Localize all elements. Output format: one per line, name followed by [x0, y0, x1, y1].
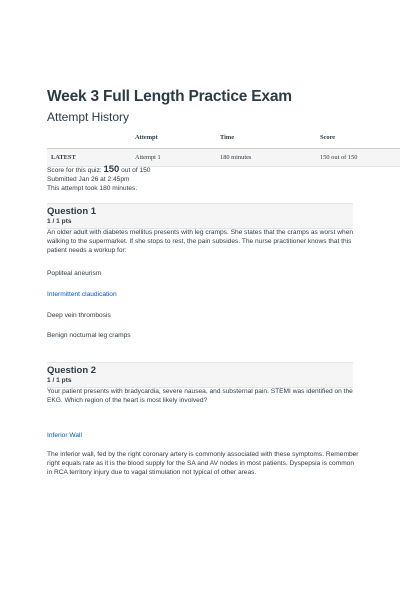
attempt-score: 150 out of 150	[320, 154, 358, 161]
question-1-points: 1 / 1 pts	[47, 218, 72, 225]
attempt-history-heading: Attempt History	[47, 110, 130, 124]
attempt-link[interactable]: Attempt 1	[135, 154, 161, 161]
table-header-attempt: Attempt	[135, 134, 158, 141]
score-line	[47, 166, 150, 176]
quiz-summary	[47, 166, 150, 193]
table-header-row	[47, 128, 400, 149]
question-2-answer-1[interactable]: Inferior Wall	[47, 432, 82, 439]
attempt-history-table	[47, 128, 400, 167]
submitted-line: Submitted Jan 26 at 2:45pm	[47, 175, 130, 183]
duration-line: This attempt took 180 minutes.	[47, 184, 138, 192]
score-suffix: out of 150	[119, 167, 151, 174]
question-2-text: Your patient presents with bradycardia, severe nausea, and substernal pain. STEMI was identified on the EKG. Which region of the heart is most likely involved?	[47, 388, 353, 404]
attempt-time: 180 minutes	[220, 154, 252, 161]
score-prefix: Score for this quiz:	[47, 167, 104, 174]
latest-label: LATEST	[51, 154, 76, 161]
question-2-title: Question 2	[47, 365, 97, 376]
question-2-explanation: The inferior wall, fed by the right coronary artery is commonly associated with these symptoms. Remember right equals rate as it is the blood supply for the SA and AV nodes in most patients. Dyspepsia is common in RCA territory injury due to vagal stimulation not typical of other areas.	[47, 451, 359, 476]
table-header-score: Score	[320, 134, 336, 141]
question-1-header	[47, 203, 353, 229]
score-value: 150	[103, 164, 120, 175]
exam-title: Week 3 Full Length Practice Exam	[47, 88, 292, 105]
question-1-answer-1[interactable]: Popliteal aneurism	[47, 270, 102, 277]
question-1-answer-3[interactable]: Deep vein thrombosis	[47, 312, 111, 319]
table-header-time: Time	[220, 134, 235, 141]
question-1-title: Question 1	[47, 206, 97, 217]
question-2-header	[47, 362, 353, 388]
question-1-answer-2[interactable]: Intermittent claudication	[47, 291, 117, 298]
question-2-points: 1 / 1 pts	[47, 377, 72, 384]
table-row	[47, 149, 400, 167]
question-1-text: An older adult with diabetes mellitus presents with leg cramps. She states that the cramps as worst when walking to the supermarket. If she stops to rest, the pain subsides. The nurse practitioner knows that this patient needs a workup for:	[47, 229, 354, 254]
question-1-answer-4[interactable]: Benign nocturnal leg cramps	[47, 332, 131, 339]
